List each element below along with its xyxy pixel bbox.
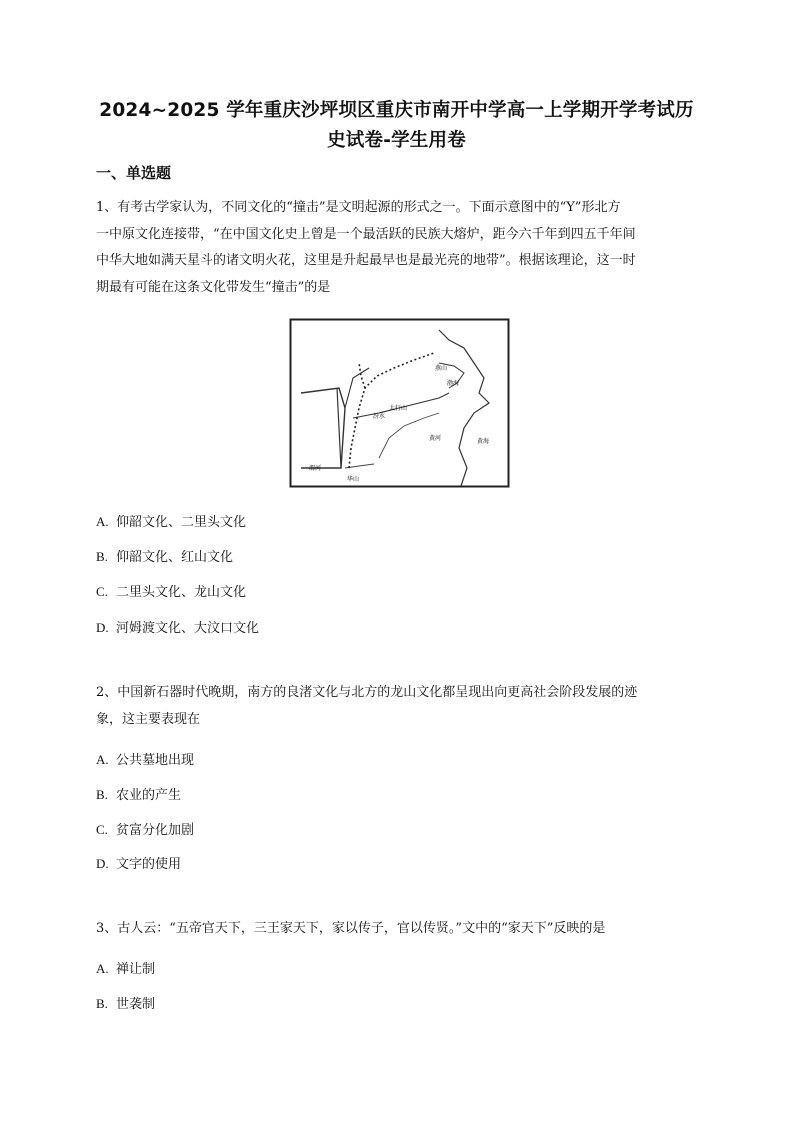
question-3-stem xyxy=(96,916,698,943)
map-label: 华山 xyxy=(347,476,360,483)
option-text: 农业的产生 xyxy=(116,788,182,803)
option-label: B. xyxy=(96,549,108,564)
option-label: C. xyxy=(96,584,108,599)
option-text: 世袭制 xyxy=(116,997,156,1012)
option-label: B. xyxy=(96,787,108,802)
title-line-2: 史试卷-学生用卷 xyxy=(327,130,466,151)
map-label: 太行山 xyxy=(389,405,408,412)
option-1a[interactable] xyxy=(96,511,246,530)
culture-belt-map xyxy=(289,318,510,488)
document-title xyxy=(60,96,733,156)
option-text: 仰韶文化、红山文化 xyxy=(116,550,234,565)
question-1-line: 1、有考古学家认为，不同文化的“撞击”是文明起源的形式之一。下面示意图中的“Y”形北方 xyxy=(96,200,621,215)
title-line-1: 2024~2025 学年重庆沙坪坝区重庆市南开中学高一上学期开学考试历 xyxy=(99,100,694,121)
option-label: C. xyxy=(96,822,108,837)
question-1-line: 一中原文化连接带，“在中国文化史上曾是一个最活跃的民族大熔炉，距今六千年到四五千年间 xyxy=(96,226,636,242)
option-1b[interactable] xyxy=(96,546,233,565)
option-2b[interactable] xyxy=(96,784,181,803)
map-label: 汾水 xyxy=(373,413,386,420)
option-2c[interactable] xyxy=(96,819,194,838)
option-2a[interactable] xyxy=(96,749,194,768)
map-label: 燕山 xyxy=(435,365,448,372)
option-text: 文字的使用 xyxy=(116,857,182,872)
question-1-line: 期最有可能在这条文化带发生“撞击”的是 xyxy=(96,279,331,295)
question-2-line: 象，这主要表现在 xyxy=(96,711,201,727)
option-label: A. xyxy=(96,752,109,767)
option-1d[interactable] xyxy=(96,617,259,636)
option-text: 禅让制 xyxy=(116,962,156,977)
question-3-line: 3、古人云：“五帝官天下，三王家天下，家以传子，官以传贤。”文中的“家天下”反映的是 xyxy=(96,921,606,936)
question-1-stem xyxy=(96,195,698,301)
option-label: A. xyxy=(96,961,109,976)
option-text: 公共墓地出现 xyxy=(116,753,195,768)
option-3b[interactable] xyxy=(96,993,155,1012)
option-1c[interactable] xyxy=(96,581,246,600)
option-text: 河姆渡文化、大汶口文化 xyxy=(116,621,260,636)
map-label: 渤海 xyxy=(447,380,460,387)
section-heading: 一、单选题 xyxy=(96,164,172,182)
question-2-line: 2、中国新石器时代晚期，南方的良渚文化与北方的龙山文化都呈现出向更高社会阶段发展的迹 xyxy=(96,685,638,700)
option-text: 仰韶文化、二里头文化 xyxy=(116,515,247,530)
option-2d[interactable] xyxy=(96,853,181,872)
map-frame xyxy=(291,320,509,487)
option-label: A. xyxy=(96,514,109,529)
option-label: D. xyxy=(96,856,109,871)
question-2-stem xyxy=(96,680,698,733)
question-1-line: 中华大地如满天星斗的诸文明火花，这里是升起最早也是最光亮的地带”。根据该理论，这一时 xyxy=(96,253,636,268)
map-label: 黄海 xyxy=(477,438,490,445)
map-label: 渭河 xyxy=(309,465,322,472)
option-label: D. xyxy=(96,620,109,635)
option-text: 贫富分化加剧 xyxy=(116,823,195,838)
option-label: B. xyxy=(96,996,108,1011)
map-label: 黄河 xyxy=(429,435,442,442)
option-3a[interactable] xyxy=(96,958,155,977)
option-text: 二里头文化、龙山文化 xyxy=(116,585,247,600)
